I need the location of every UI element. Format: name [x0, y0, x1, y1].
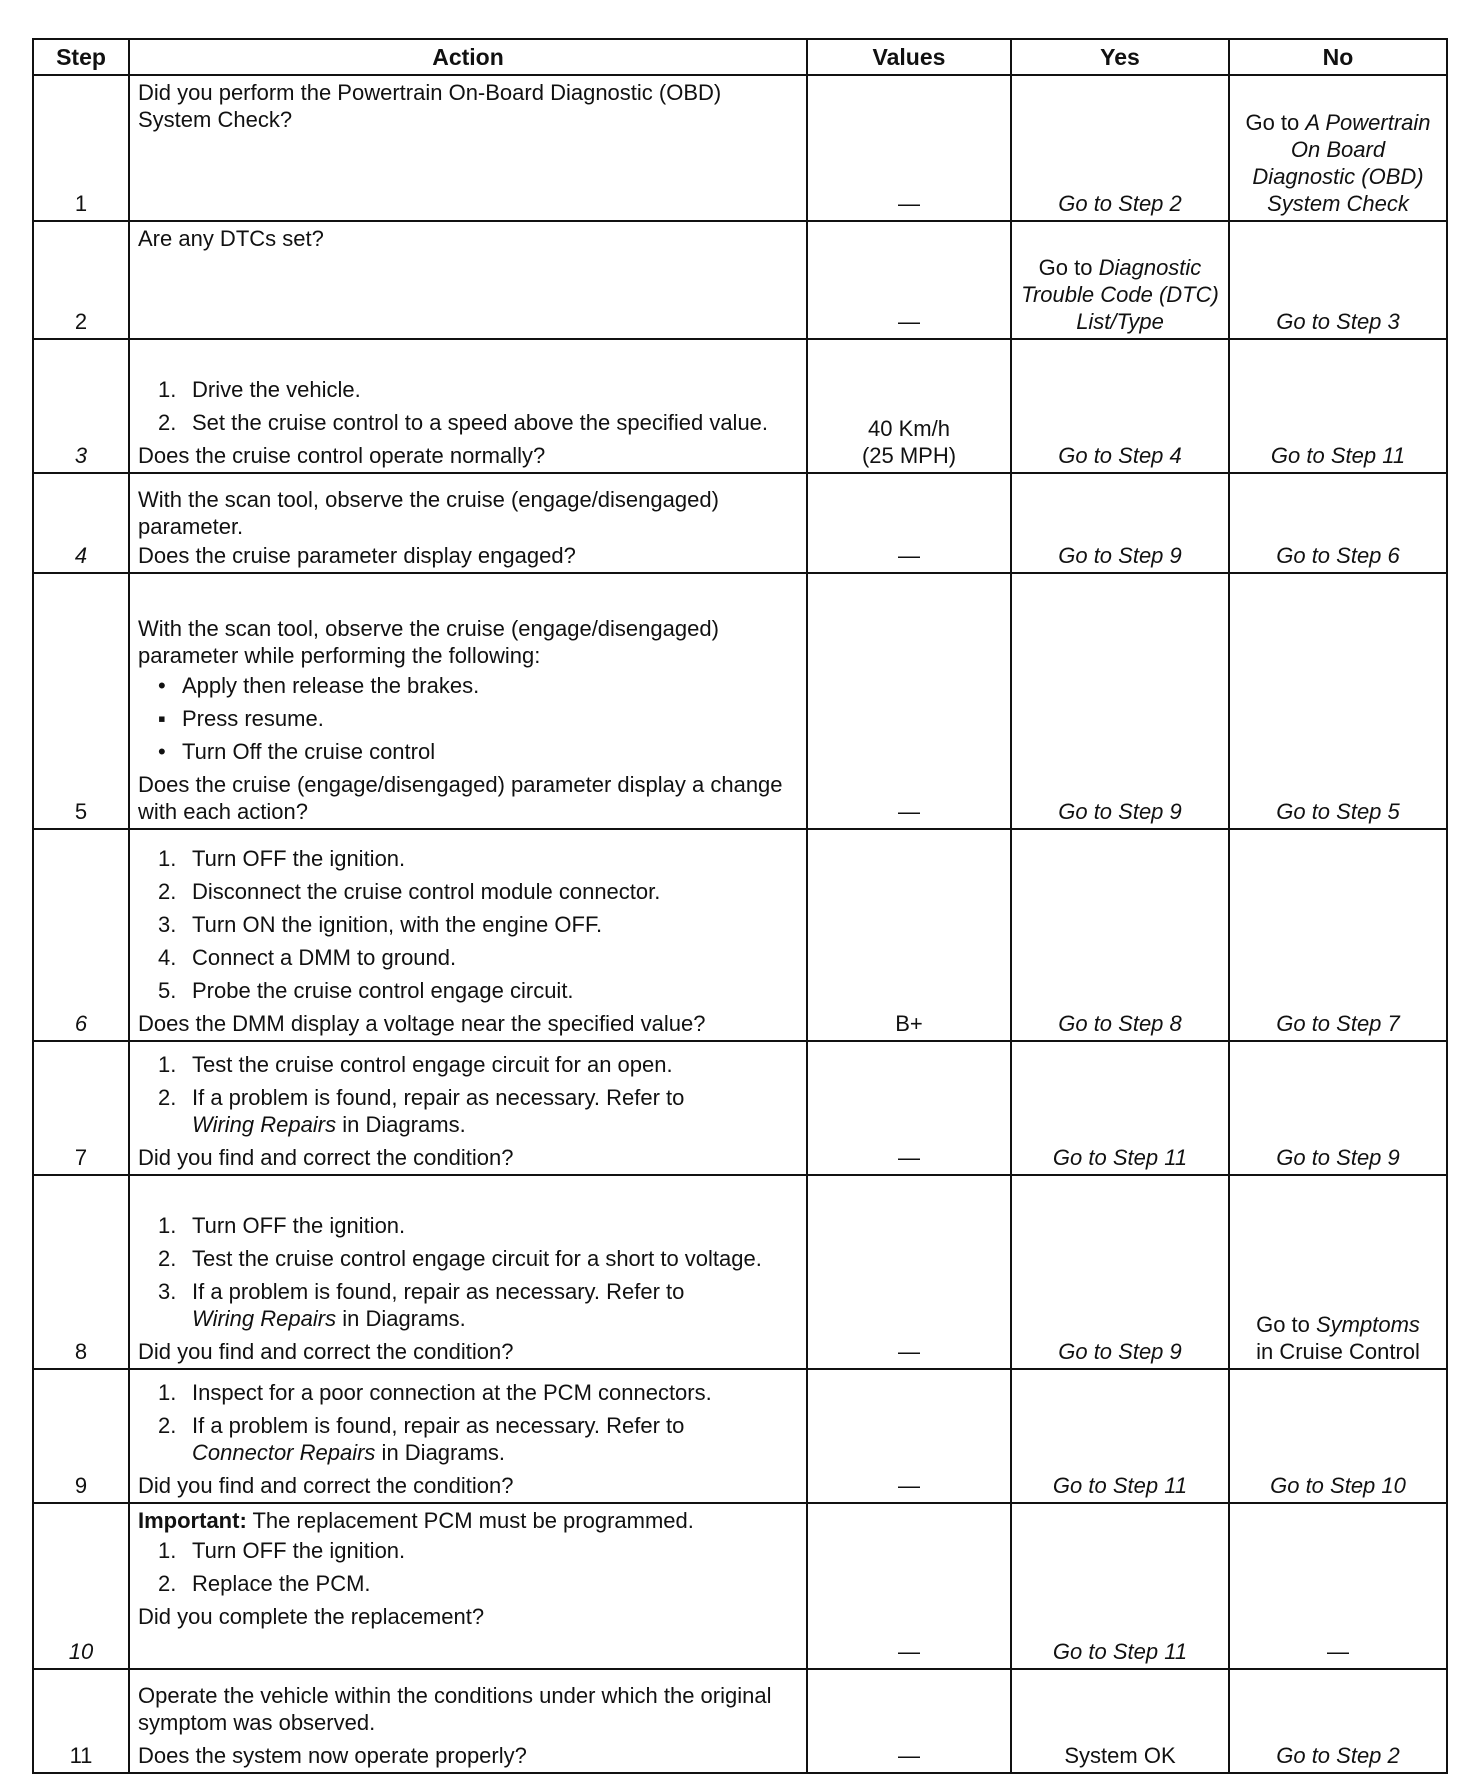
value-cell: —	[807, 1503, 1011, 1669]
action-text: With the scan tool, observe the cruise (engage/disengaged) parameter.	[138, 487, 719, 539]
step-number: 11	[33, 1669, 129, 1773]
no-cell: Go to Step 6	[1229, 473, 1447, 573]
action-question: Did you find and correct the condition?	[138, 1145, 514, 1170]
value-cell: —	[807, 221, 1011, 339]
yes-cell: Go to Step 9	[1011, 573, 1229, 829]
no-cell	[1229, 1175, 1447, 1369]
item-text: Drive the vehicle.	[192, 377, 361, 402]
action-question: Does the DMM display a voltage near the specified value?	[138, 1011, 706, 1036]
no-cell	[1229, 75, 1447, 221]
item-text: Turn OFF the ignition.	[192, 1213, 406, 1238]
no-cell: Go to Step 10	[1229, 1369, 1447, 1503]
table-row	[33, 829, 1447, 1041]
table-row	[33, 1369, 1447, 1503]
bullet: ▪	[158, 706, 166, 731]
header-row	[33, 39, 1447, 75]
action-cell	[129, 339, 807, 473]
value-cell: B+	[807, 829, 1011, 1041]
item-text: Replace the PCM.	[192, 1571, 371, 1596]
item-number: 2.	[158, 1413, 177, 1438]
item-text	[192, 1412, 798, 1466]
no-reference: A Powertrain On Board Diagnostic (OBD) System Check	[1252, 110, 1431, 216]
action-text: Operate the vehicle within the conditions under which the original symptom was observed.	[138, 1683, 772, 1735]
value-line: 40 Km/h	[868, 416, 950, 441]
item-text: Disconnect the cruise control module connector.	[192, 879, 661, 904]
item-reference: Wiring Repairs	[192, 1112, 337, 1137]
item-number: 3.	[158, 912, 177, 937]
no-cell: Go to Step 11	[1229, 339, 1447, 473]
item-number: 1.	[158, 1052, 177, 1077]
important-label: Important:	[138, 1508, 247, 1533]
item-text	[192, 1084, 798, 1138]
action-cell	[129, 221, 807, 339]
step-number: 7	[33, 1041, 129, 1175]
yes-prefix: Go to	[1038, 255, 1099, 280]
header-values: Values	[807, 39, 1011, 75]
action-cell	[129, 1669, 807, 1773]
list-item	[138, 911, 798, 938]
item-text: Press resume.	[182, 706, 324, 731]
item-number: 1.	[158, 846, 177, 871]
list-item	[138, 1278, 798, 1332]
item-text: Set the cruise control to a speed above the specified value.	[192, 410, 769, 435]
action-cell	[129, 1041, 807, 1175]
action-question: Does the cruise parameter display engaged?	[138, 543, 576, 568]
action-text: With the scan tool, observe the cruise (engage/disengaged) parameter while performing the following:	[138, 616, 719, 668]
list-item	[138, 1570, 798, 1597]
item-reference: Wiring Repairs	[192, 1306, 337, 1331]
step-number: 8	[33, 1175, 129, 1369]
bullet: •	[158, 673, 166, 698]
no-cell: Go to Step 9	[1229, 1041, 1447, 1175]
action-cell	[129, 75, 807, 221]
list-item	[138, 1537, 798, 1564]
action-text: Did you perform the Powertrain On-Board Diagnostic (OBD) System Check?	[138, 80, 722, 132]
value-cell: —	[807, 1669, 1011, 1773]
yes-cell: Go to Step 4	[1011, 339, 1229, 473]
list-item	[138, 1412, 798, 1466]
yes-cell	[1011, 221, 1229, 339]
no-prefix: Go to	[1256, 1312, 1316, 1337]
list-item	[138, 1379, 798, 1406]
item-number: 1.	[158, 1538, 177, 1563]
item-number: 1.	[158, 377, 177, 402]
list-item	[138, 1212, 798, 1239]
table-row	[33, 1503, 1447, 1669]
no-suffix: in Cruise Control	[1256, 1339, 1420, 1364]
step-number: 10	[33, 1503, 129, 1669]
item-in: in	[336, 1112, 366, 1137]
yes-cell: Go to Step 9	[1011, 1175, 1229, 1369]
no-cell: Go to Step 5	[1229, 573, 1447, 829]
item-text: Turn ON the ignition, with the engine OFF.	[192, 912, 603, 937]
action-question: Did you find and correct the condition?	[138, 1473, 514, 1498]
action-question: Does the system now operate properly?	[138, 1743, 527, 1768]
value-cell: —	[807, 75, 1011, 221]
list-item	[138, 1245, 798, 1272]
table-row	[33, 221, 1447, 339]
item-number: 5.	[158, 978, 177, 1003]
item-text: Test the cruise control engage circuit for a short to voltage.	[192, 1246, 762, 1271]
value-cell: —	[807, 573, 1011, 829]
yes-cell: Go to Step 2	[1011, 75, 1229, 221]
item-number: 4.	[158, 945, 177, 970]
step-number: 9	[33, 1369, 129, 1503]
yes-cell: Go to Step 11	[1011, 1503, 1229, 1669]
no-cell: Go to Step 7	[1229, 829, 1447, 1041]
list-item	[138, 977, 798, 1004]
value-cell: —	[807, 1369, 1011, 1503]
yes-cell: Go to Step 11	[1011, 1041, 1229, 1175]
diagnostic-table	[32, 38, 1448, 1774]
no-reference: Symptoms	[1316, 1312, 1420, 1337]
list-item	[138, 376, 798, 403]
item-end: Diagrams.	[404, 1440, 506, 1465]
value-cell	[807, 339, 1011, 473]
item-number: 1.	[158, 1380, 177, 1405]
no-cell: Go to Step 3	[1229, 221, 1447, 339]
action-cell	[129, 829, 807, 1041]
item-number: 3.	[158, 1279, 177, 1304]
important-note	[138, 1507, 798, 1534]
step-number: 6	[33, 829, 129, 1041]
step-number: 1	[33, 75, 129, 221]
table-row	[33, 573, 1447, 829]
header-action: Action	[129, 39, 807, 75]
list-item	[138, 944, 798, 971]
header-yes: Yes	[1011, 39, 1229, 75]
yes-cell: Go to Step 11	[1011, 1369, 1229, 1503]
action-question: Does the cruise (engage/disengaged) parameter display a change with each action?	[138, 772, 783, 824]
list-item	[138, 738, 798, 765]
item-text: Test the cruise control engage circuit for an open.	[192, 1052, 673, 1077]
item-number: 2.	[158, 1571, 177, 1596]
item-end: Diagrams.	[365, 1306, 466, 1331]
action-cell	[129, 1369, 807, 1503]
action-cell	[129, 573, 807, 829]
list-item	[138, 705, 798, 732]
list-item	[138, 845, 798, 872]
item-reference: Connector Repairs	[192, 1440, 376, 1465]
header-no: No	[1229, 39, 1447, 75]
action-cell	[129, 1175, 807, 1369]
item-text: Inspect for a poor connection at the PCM connectors.	[192, 1380, 712, 1405]
bullet: •	[158, 739, 166, 764]
yes-reference: Diagnostic Trouble Code (DTC) List/Type	[1021, 255, 1219, 334]
step-number: 4	[33, 473, 129, 573]
action-cell	[129, 1503, 807, 1669]
table-row	[33, 75, 1447, 221]
action-cell	[129, 473, 807, 573]
item-body: If a problem is found, repair as necessary. Refer to	[192, 1085, 685, 1110]
table-row	[33, 339, 1447, 473]
item-text: Turn Off the cruise control	[182, 739, 436, 764]
no-cell: —	[1229, 1503, 1447, 1669]
yes-cell: System OK	[1011, 1669, 1229, 1773]
table-row	[33, 1669, 1447, 1773]
value-cell: —	[807, 1041, 1011, 1175]
table-row	[33, 473, 1447, 573]
item-number: 1.	[158, 1213, 177, 1238]
item-number: 2.	[158, 410, 177, 435]
item-in: in	[375, 1440, 405, 1465]
header-step: Step	[33, 39, 129, 75]
value-line: (25 MPH)	[861, 443, 957, 468]
step-number: 5	[33, 573, 129, 829]
item-text: Apply then release the brakes.	[182, 673, 480, 698]
item-body: If a problem is found, repair as necessary. Refer to	[192, 1413, 685, 1438]
table-row	[33, 1041, 1447, 1175]
item-text: Turn OFF the ignition.	[192, 1538, 406, 1563]
list-item	[138, 672, 798, 699]
item-body: If a problem is found, repair as necessary. Refer to	[192, 1279, 685, 1304]
list-item	[138, 878, 798, 905]
list-item	[138, 1051, 798, 1078]
important-text: The replacement PCM must be programmed.	[246, 1508, 694, 1533]
yes-cell: Go to Step 9	[1011, 473, 1229, 573]
item-text: Turn OFF the ignition.	[192, 846, 406, 871]
action-text: Are any DTCs set?	[138, 226, 324, 251]
action-question: Did you complete the replacement?	[138, 1604, 485, 1629]
item-text	[192, 1278, 798, 1332]
item-text: Connect a DMM to ground.	[192, 945, 457, 970]
no-cell: Go to Step 2	[1229, 1669, 1447, 1773]
list-item	[138, 1084, 798, 1138]
item-in: in	[336, 1306, 366, 1331]
item-end: Diagrams.	[365, 1112, 466, 1137]
value-cell: —	[807, 473, 1011, 573]
step-number: 3	[33, 339, 129, 473]
yes-cell: Go to Step 8	[1011, 829, 1229, 1041]
item-number: 2.	[158, 879, 177, 904]
value-cell: —	[807, 1175, 1011, 1369]
item-number: 2.	[158, 1246, 177, 1271]
action-question: Did you find and correct the condition?	[138, 1339, 514, 1364]
table-row	[33, 1175, 1447, 1369]
no-prefix: Go to	[1245, 110, 1306, 135]
item-number: 2.	[158, 1085, 177, 1110]
action-question: Does the cruise control operate normally?	[138, 443, 546, 468]
item-text: Probe the cruise control engage circuit.	[192, 978, 574, 1003]
list-item	[138, 409, 798, 436]
step-number: 2	[33, 221, 129, 339]
